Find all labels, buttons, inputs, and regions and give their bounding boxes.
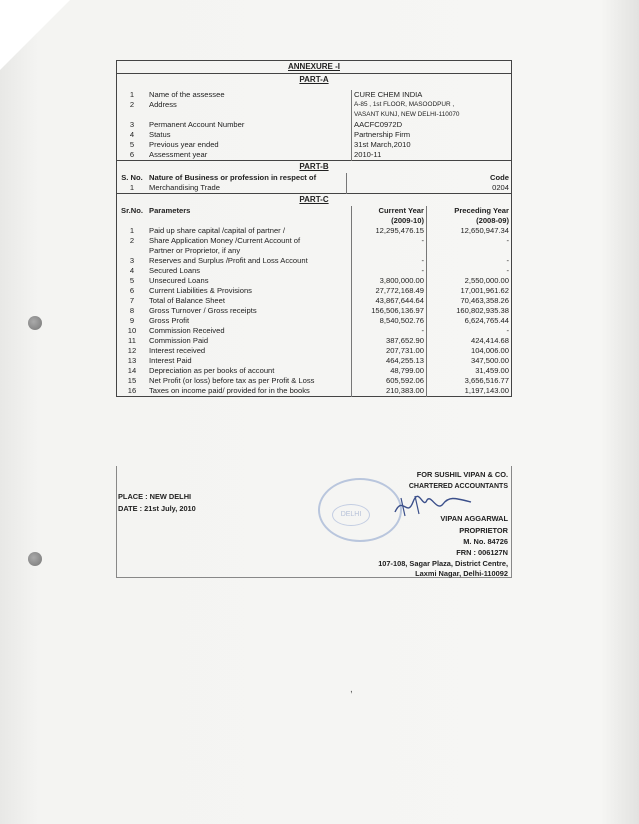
row-current-year: 210,383.00: [352, 386, 427, 397]
frn-number: FRN : 006127N: [456, 548, 508, 557]
row-value: 31st March,2010: [352, 140, 512, 150]
row-label: Interest Paid: [149, 356, 192, 365]
row-preceding-year: 17,001,961.62: [427, 286, 512, 296]
table-row: [117, 110, 512, 120]
row-current-year: -: [352, 266, 427, 276]
row-value: 2010-11: [352, 150, 512, 161]
row-number: 15: [127, 376, 137, 385]
row-preceding-year: 31,459.00: [427, 366, 512, 376]
part-b-head-label: Nature of Business or profession in respect of: [149, 173, 317, 182]
row-number: 2: [129, 236, 135, 245]
part-b-head-code: Code: [347, 173, 512, 183]
row-label: Status: [149, 130, 171, 139]
table-row: [117, 246, 512, 256]
row-number: 13: [127, 356, 137, 365]
part-c-head-label: Parameters: [149, 206, 191, 215]
part-b-head-no: S. No.: [121, 173, 143, 182]
row-label: Commission Paid: [149, 336, 209, 345]
table-row: [117, 326, 512, 336]
row-value: AACFC0972D: [352, 120, 512, 130]
membership-number: M. No. 84726: [463, 537, 508, 546]
row-number: [117, 110, 148, 120]
row-preceding-year: 424,414.68: [427, 336, 512, 346]
part-c-sub-preceding: (2008-09): [427, 216, 512, 226]
punch-hole-top: [28, 316, 42, 330]
part-b-rows: [117, 183, 512, 194]
annexure-document: [116, 60, 512, 397]
row-number: 1: [129, 183, 135, 192]
row-current-year: 464,255.13: [352, 356, 427, 366]
row-current-year: 605,592.06: [352, 376, 427, 386]
row-number: 1: [129, 90, 135, 99]
row-label: Taxes on income paid/ provided for in the books: [149, 386, 310, 395]
row-preceding-year: 104,006.00: [427, 346, 512, 356]
row-label: Current Liabilities & Provisions: [149, 286, 252, 295]
row-number: 4: [129, 266, 135, 275]
row-preceding-year: 6,624,765.44: [427, 316, 512, 326]
table-row: [117, 256, 512, 266]
part-c-head-current: Current Year: [352, 206, 427, 216]
table-row: [117, 306, 512, 316]
row-preceding-year: [427, 246, 512, 256]
part-b-table: [116, 161, 512, 194]
part-c-title: PART-C: [299, 195, 329, 204]
part-c-sub-current: (2009-10): [352, 216, 427, 226]
signatory-role: PROPRIETOR: [459, 526, 508, 535]
table-row: [117, 90, 512, 100]
office-address-1: 107-108, Sagar Plaza, District Centre,: [378, 559, 508, 568]
table-row: [117, 286, 512, 296]
signatory-name: VIPAN AGGARWAL: [440, 514, 508, 523]
row-label: Gross Profit: [149, 316, 190, 325]
row-number: 9: [129, 316, 135, 325]
table-row: [117, 236, 512, 246]
place-line: PLACE : NEW DELHI: [118, 492, 192, 501]
row-current-year: 387,652.90: [352, 336, 427, 346]
row-current-year: 207,731.00: [352, 346, 427, 356]
row-number: [117, 246, 148, 256]
table-row: [117, 120, 512, 130]
table-row: [117, 130, 512, 140]
part-c-rows: [117, 226, 512, 397]
row-label: Assessment year: [149, 150, 208, 159]
row-preceding-year: 160,802,935.38: [427, 306, 512, 316]
table-row: [117, 266, 512, 276]
row-label: Previous year ended: [149, 140, 219, 149]
row-preceding-year: 347,500.00: [427, 356, 512, 366]
row-number: 6: [129, 150, 135, 159]
row-label: Partner or Proprietor, if any: [149, 246, 241, 255]
row-number: 5: [129, 276, 135, 285]
row-current-year: 48,799.00: [352, 366, 427, 376]
row-number: 11: [128, 336, 136, 345]
table-row: [117, 316, 512, 326]
row-number: 4: [129, 130, 135, 139]
row-preceding-year: 70,463,358.26: [427, 296, 512, 306]
table-row: [117, 140, 512, 150]
row-label: Depreciation as per books of account: [149, 366, 275, 375]
row-number: 5: [129, 140, 135, 149]
row-label: Secured Loans: [149, 266, 201, 275]
row-label: Address: [149, 100, 177, 109]
row-number: 3: [129, 256, 135, 265]
row-current-year: -: [352, 326, 427, 336]
row-number: 12: [127, 346, 137, 355]
part-b-title: PART-B: [299, 162, 329, 171]
annexure-title: ANNEXURE -I: [287, 62, 340, 71]
row-label: Reserves and Surplus /Profit and Loss Account: [149, 256, 308, 265]
table-row: [117, 276, 512, 286]
ink-mark: ,: [350, 684, 353, 695]
row-preceding-year: -: [427, 256, 512, 266]
row-current-year: 43,867,644.64: [352, 296, 427, 306]
row-label: Unsecured Loans: [149, 276, 209, 285]
row-label: Paid up share capital /capital of partner /: [149, 226, 285, 235]
row-preceding-year: 3,656,516.77: [427, 376, 512, 386]
table-row: [117, 376, 512, 386]
part-c-head-preceding: Preceding Year: [427, 206, 512, 216]
row-current-year: 156,506,136.97: [352, 306, 427, 316]
row-label: Gross Turnover / Gross receipts: [149, 306, 257, 315]
part-a-title: PART-A: [117, 74, 512, 87]
row-label: Net Profit (or loss) before tax as per Profit & Loss: [149, 376, 315, 385]
row-label: Name of the assessee: [149, 90, 225, 99]
row-label: Share Application Money /Current Account of: [149, 236, 301, 245]
row-label: Merchandising Trade: [149, 183, 220, 192]
row-number: 2: [129, 100, 135, 109]
row-preceding-year: 1,197,143.00: [427, 386, 512, 397]
row-preceding-year: -: [427, 326, 512, 336]
part-c-head-no: Sr.No.: [121, 206, 143, 215]
punch-hole-bottom: [28, 552, 42, 566]
row-label: Permanent Account Number: [149, 120, 245, 129]
table-row: [117, 346, 512, 356]
office-address-2: Laxmi Nagar, Delhi-110092: [415, 569, 508, 578]
row-label: Total of Balance Sheet: [149, 296, 225, 305]
row-value: VASANT KUNJ, NEW DELHI-110070: [352, 110, 512, 120]
row-preceding-year: -: [427, 266, 512, 276]
date-line: DATE : 21st July, 2010: [118, 504, 196, 513]
folded-corner: [0, 0, 70, 70]
row-value: A-85 , 1st FLOOR, MASOODPUR ,: [352, 100, 512, 110]
table-row: [117, 386, 512, 397]
row-number: 1: [129, 226, 135, 235]
row-number: 3: [129, 120, 135, 129]
part-a-rows: [117, 90, 512, 161]
table-row: [117, 356, 512, 366]
part-c-table: [116, 194, 512, 397]
row-label: Interest received: [149, 346, 206, 355]
signature-block: [116, 466, 512, 578]
row-number: 7: [129, 296, 135, 305]
table-row: [117, 296, 512, 306]
row-number: 14: [127, 366, 137, 375]
row-preceding-year: -: [427, 236, 512, 246]
row-preceding-year: 12,650,947.34: [427, 226, 512, 236]
row-label: [147, 110, 352, 120]
table-row: [117, 183, 512, 194]
row-current-year: 3,800,000.00: [352, 276, 427, 286]
table-row: [117, 100, 512, 110]
row-current-year: 8,540,502.76: [352, 316, 427, 326]
row-current-year: 12,295,476.15: [352, 226, 427, 236]
row-number: 8: [129, 306, 135, 315]
table-row: [117, 226, 512, 236]
row-current-year: [352, 246, 427, 256]
row-number: 6: [129, 286, 135, 295]
office-stamp: DELHI: [332, 504, 370, 526]
row-current-year: -: [352, 236, 427, 246]
row-number: 10: [127, 326, 137, 335]
row-value: CURE CHEM INDIA: [352, 90, 512, 100]
row-label: Commission Received: [149, 326, 225, 335]
row-number: 16: [127, 386, 137, 395]
table-row: [117, 366, 512, 376]
row-value: Partnership Firm: [352, 130, 512, 140]
row-current-year: 27,772,168.49: [352, 286, 427, 296]
firm-name: FOR SUSHIL VIPAN & CO.: [416, 470, 508, 479]
firm-type: CHARTERED ACCOUNTANTS: [408, 483, 508, 490]
part-a-table: [116, 60, 512, 161]
row-current-year: -: [352, 256, 427, 266]
table-row: [117, 150, 512, 161]
table-row: [117, 336, 512, 346]
row-preceding-year: 2,550,000.00: [427, 276, 512, 286]
row-code: 0204: [347, 183, 512, 194]
